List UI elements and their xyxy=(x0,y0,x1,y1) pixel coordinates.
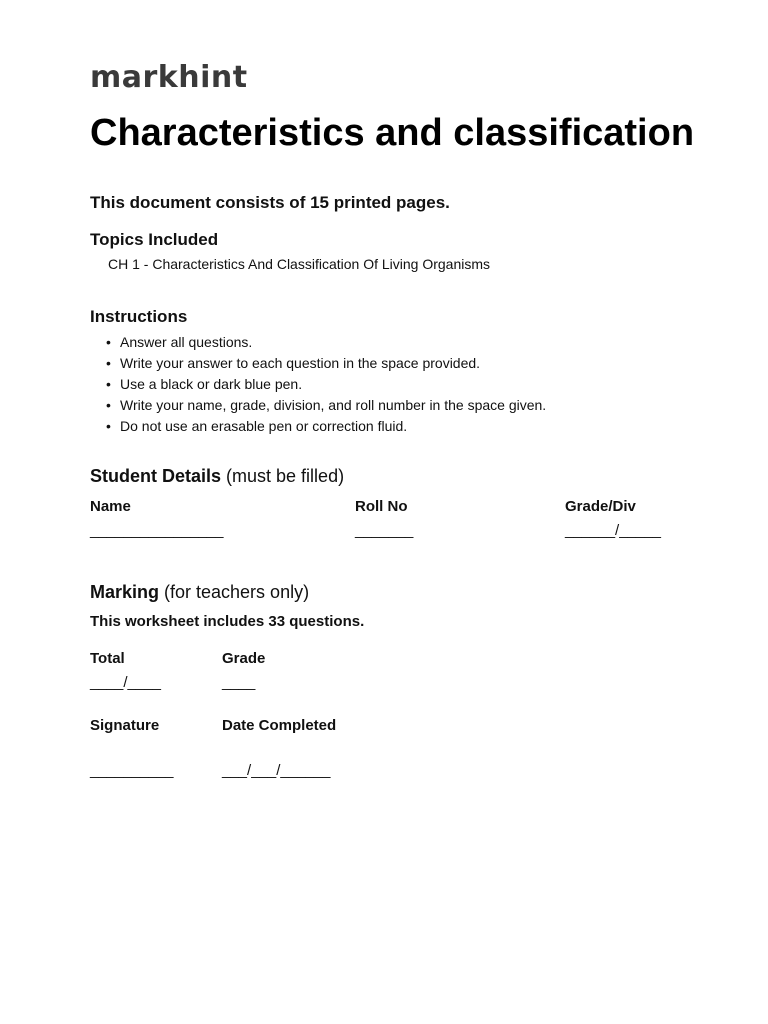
marking-grade-label: Grade xyxy=(222,650,266,667)
signature-field[interactable]: __________ xyxy=(90,762,174,779)
instructions-list xyxy=(106,332,546,437)
name-field[interactable]: ________________ xyxy=(90,522,224,539)
topics-heading: Topics Included xyxy=(90,230,219,249)
instruction-item: • Use a black or dark blue pen. xyxy=(106,374,546,395)
student-details-heading-note: (must be filled) xyxy=(221,466,345,486)
total-label: Total xyxy=(90,650,125,667)
instruction-item: • Write your answer to each question in the space provided. xyxy=(106,353,546,374)
roll-no-label: Roll No xyxy=(355,498,408,515)
total-field[interactable]: ____/____ xyxy=(90,674,161,691)
marking-heading-bold: Marking xyxy=(90,582,160,602)
student-details-heading-bold: Student Details xyxy=(90,466,222,486)
topic-item: CH 1 - Characteristics And Classification Of Living Organisms xyxy=(108,256,491,272)
grade-div-field[interactable]: ______/_____ xyxy=(565,522,661,539)
student-details-heading xyxy=(90,466,344,487)
question-count: This worksheet includes 33 questions. xyxy=(90,613,365,630)
markhint-logo: markhint xyxy=(90,60,248,95)
pages-note: This document consists of 15 printed pages. xyxy=(90,193,450,212)
instruction-item: • Do not use an erasable pen or correction fluid. xyxy=(106,416,546,437)
marking-grade-field[interactable]: ____ xyxy=(222,674,256,691)
name-label: Name xyxy=(90,498,131,515)
marking-heading xyxy=(90,582,309,603)
grade-div-label: Grade/Div xyxy=(565,498,636,515)
roll-no-field[interactable]: _______ xyxy=(355,522,414,539)
instruction-item: • Write your name, grade, division, and roll number in the space given. xyxy=(106,395,546,416)
instructions-heading: Instructions xyxy=(90,307,188,326)
instruction-item: • Answer all questions. xyxy=(106,332,546,353)
date-completed-field[interactable]: ___/___/______ xyxy=(222,762,331,779)
marking-heading-note: (for teachers only) xyxy=(159,582,310,602)
document-title: Characteristics and classification xyxy=(90,112,695,154)
signature-label: Signature xyxy=(90,717,160,734)
date-completed-label: Date Completed xyxy=(222,717,337,734)
